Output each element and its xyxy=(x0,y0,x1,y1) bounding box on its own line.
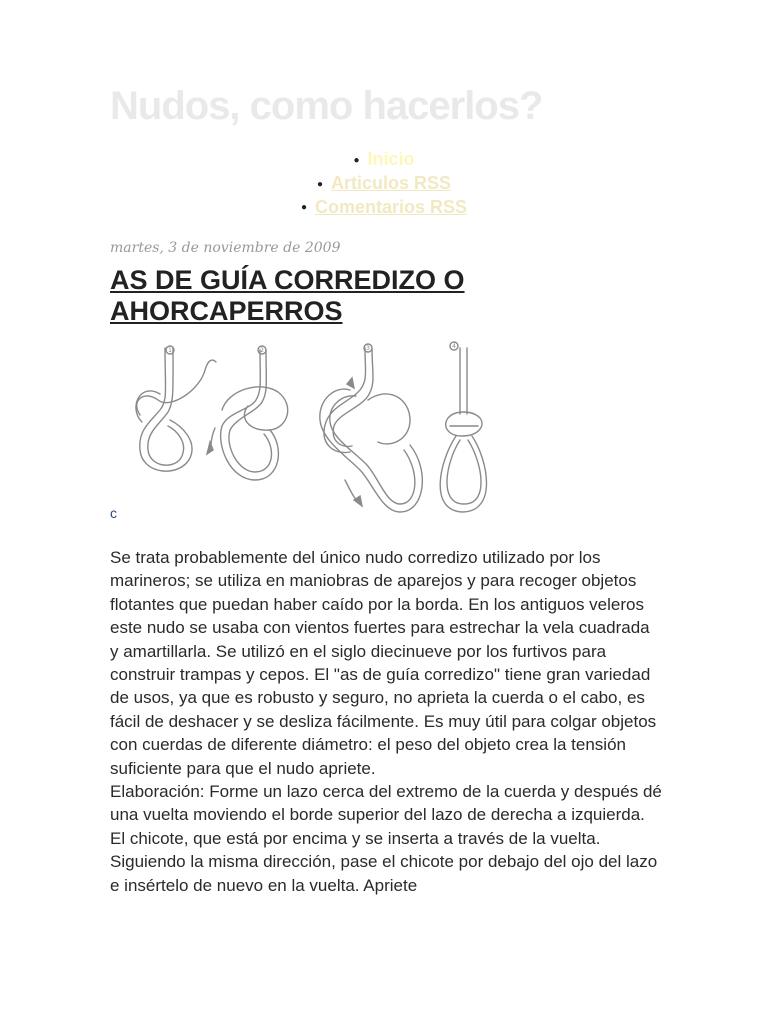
knot-step-4-number: 4 xyxy=(452,343,456,350)
knot-steps-illustration xyxy=(110,330,510,520)
nav-item-articulos-rss xyxy=(0,172,768,196)
nav-link-comentarios-rss[interactable]: Comentarios RSS xyxy=(315,196,468,217)
blog-title-link[interactable]: Nudos, como hacerlos? xyxy=(110,84,543,128)
knot-step-2-drawing xyxy=(207,350,288,480)
post-paragraph-description: Se trata probablemente del único nudo corredizo utilizado por los marineros; se utiliza en maniobras de aparejos y para recoger objetos flotantes que puedan haber caído por la borda. En los antiguos veleros este nudo se usaba con vientos fuertes para estrechar la vela cuadrada y amartillarla. Se utilizó en el siglo diecinueve por los furtivos para construir trampas y cepos. El "as de guía corredizo" tiene gran variedad de usos, ya que es robusto y seguro, no aprieta la cuerda o el cabo, es fácil de deshacer y se desliza fácilmente. Es muy útil para colgar objetos con cuerdas de diferente diámetro: el peso del objeto crea la tensión suficiente para que el nudo apriete. xyxy=(110,548,657,778)
nav-item-inicio xyxy=(0,148,768,172)
knot-step-3-number: 3 xyxy=(366,345,370,352)
figure-caption: c xyxy=(110,505,117,521)
nav-link-articulos-rss[interactable]: Articulos RSS xyxy=(331,172,452,193)
post-title[interactable]: AS DE GUÍA CORREDIZO O AHORCAPERROS xyxy=(110,265,465,326)
knot-step-3-drawing xyxy=(320,348,423,512)
knot-step-4-drawing xyxy=(440,348,486,512)
bullet-icon: ● xyxy=(316,178,323,190)
knot-step-1-drawing xyxy=(136,348,216,471)
knot-step-1-number: 1 xyxy=(168,347,172,354)
post-body xyxy=(110,546,662,897)
bullet-icon: ● xyxy=(353,154,360,166)
bullet-icon: ● xyxy=(300,202,307,214)
post-paragraph-elaboration: Elaboración: Forme un lazo cerca del extremo de la cuerda y después dé una vuelta moviendo el borde superior del lazo de derecha a izquierda. El chicote, que está por encima y se inserta a través de la vuelta. Siguiendo la misma dirección, pase el chicote por debajo del ojo del lazo e insértelo de nuevo en la vuelta. Apriete xyxy=(110,782,662,895)
nav-item-comentarios-rss xyxy=(0,196,768,220)
nav-link-inicio[interactable]: Inicio xyxy=(367,149,415,169)
nav-menu xyxy=(0,148,768,219)
post-date: martes, 3 de noviembre de 2009 xyxy=(110,240,341,256)
knot-step-2-number: 2 xyxy=(260,347,264,354)
